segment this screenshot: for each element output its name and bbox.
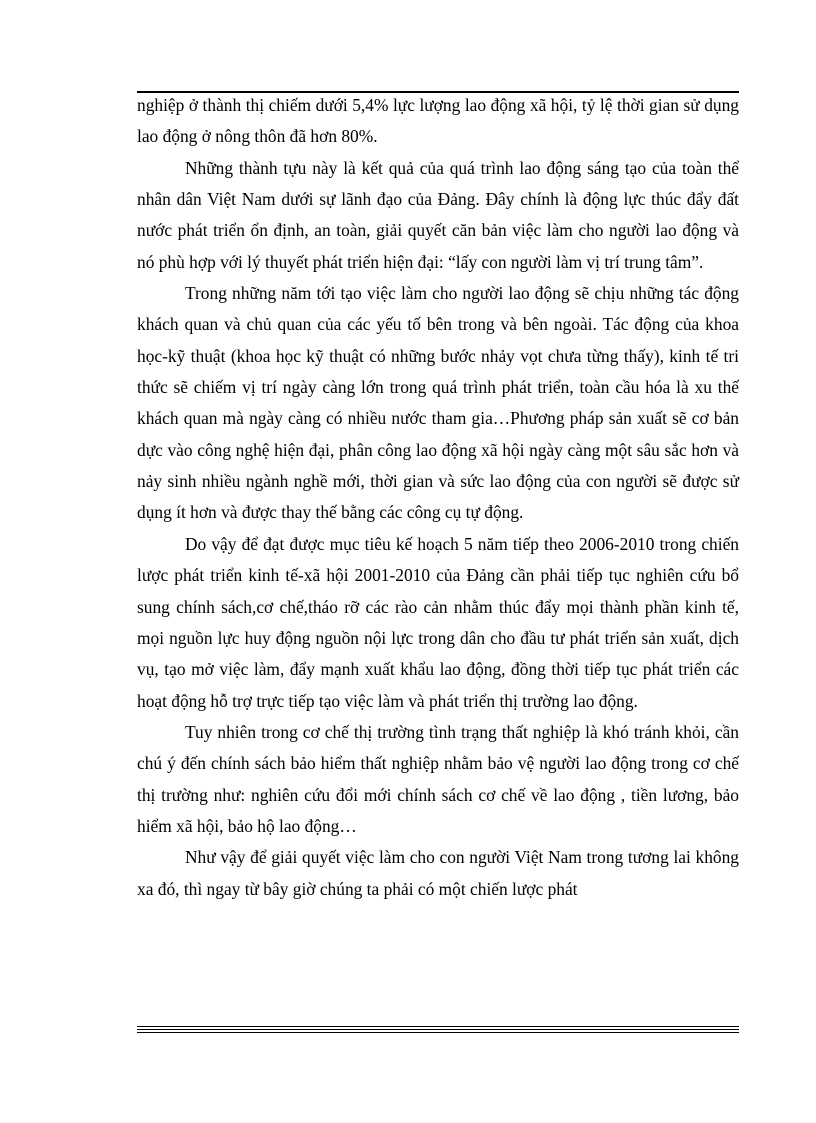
footer-rule-line	[137, 1032, 739, 1033]
paragraph-3: Trong những năm tới tạo việc làm cho người lao động sẽ chịu những tác động khách quan và chủ quan của các yếu tố bên trong và bên ngoài. Tác động của khoa học-kỹ thuật (khoa học kỹ thuật có những bước nhảy vọt chưa từng thấy), kinh tế tri thức sẽ chiếm vị trí ngày càng lớn trong quá trình phát triển, toàn cầu hóa là xu thế khách quan mà ngày càng có nhiều nước tham gia…Phương pháp sản xuất sẽ cơ bản dực vào công nghệ hiện đại, phân công lao động xã hội ngày càng một sâu sắc hơn và nảy sinh nhiều ngành nghề mới, thời gian và sức lao động của con người sẽ được sử dụng ít hơn và được thay thế bằng các công cụ tự động.	[137, 283, 739, 523]
paragraph-2: Những thành tựu này là kết quả của quá trình lao động sáng tạo của toàn thể nhân dân Việt Nam dưới sự lãnh đạo của Đảng. Đây chính là động lực thúc đẩy đất nước phát triển ổn định, an toàn, giải quyết căn bản việc làm cho người lao động và nó phù hợp với lý thuyết phát triển hiện đại: “lấy con người làm vị trí trung tâm”.	[137, 157, 739, 272]
paragraph-4: Do vậy để đạt được mục tiêu kế hoạch 5 năm tiếp theo 2006-2010 trong chiến lược phát triển kinh tế-xã hội 2001-2010 của Đảng cần phải tiếp tục nghiên cứu bổ sung chính sách,cơ chế,tháo rỡ các rào cản nhằm thúc đẩy mọi thành phần kinh tế, mọi nguồn lực huy động nguồn nội lực trong dân cho đầu tư phát triển sản xuất, dịch vụ, tạo mở việc làm, đẩy mạnh xuất khẩu lao động, đồng thời tiếp tục phát triển các hoạt động hỗ trợ trực tiếp tạo việc làm và phát triển thị trường lao động.	[137, 533, 739, 711]
document-body	[137, 90, 739, 905]
footer-rule	[137, 1026, 739, 1032]
paragraph-6: Như vậy để giải quyết việc làm cho con người Việt Nam trong tương lai không xa đó, thì ngay từ bây giờ chúng ta phải có một chiến lược phát	[137, 847, 739, 899]
paragraph-5: Tuy nhiên trong cơ chế thị trường tình trạng thất nghiệp là khó tránh khỏi, cần chú ý đến chính sách bảo hiểm thất nghiệp nhằm bảo vệ người lao động trong cơ chế thị trường như: nghiên cứu đổi mới chính sách cơ chế về lao động , tiền lương, bảo hiểm xã hội, bảo hộ lao động…	[137, 721, 739, 836]
footer-rule-line	[137, 1026, 739, 1027]
paragraph-1: nghiệp ở thành thị chiếm dưới 5,4% lực lượng lao động xã hội, tỷ lệ thời gian sử dụng lao động ở nông thôn đã hơn 80%.	[137, 95, 739, 147]
footer-rule-line	[137, 1029, 739, 1030]
